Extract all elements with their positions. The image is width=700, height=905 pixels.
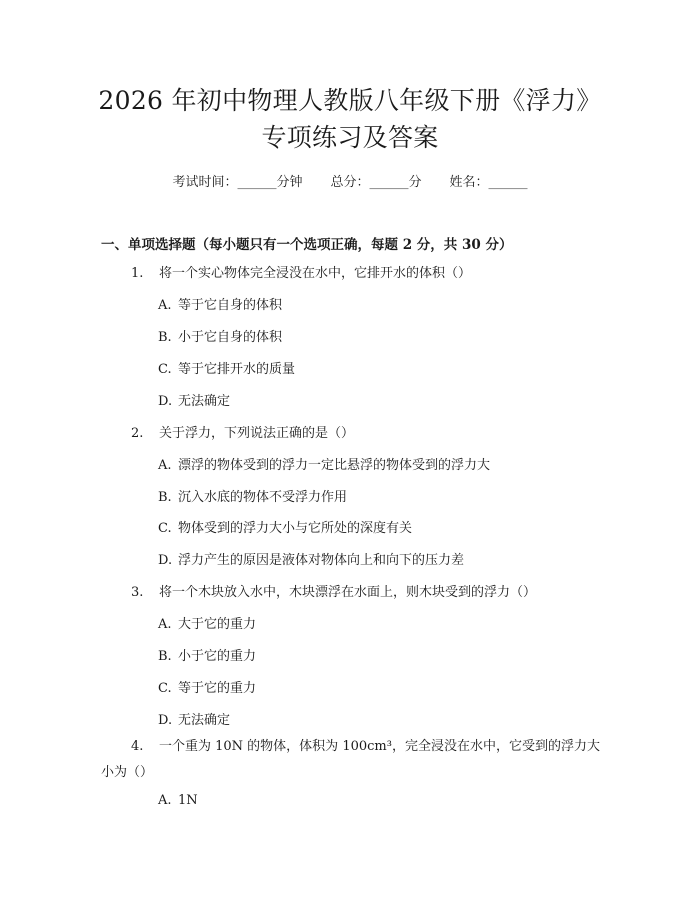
question-number: 1. (131, 266, 144, 281)
q1-option-d (158, 390, 230, 409)
question-text: 一个重为 10N 的物体，体积为 100cm³，完全浸没在水中，它受到的浮力大小为（） (101, 739, 600, 780)
q1-option-c (158, 358, 295, 377)
option-letter: A. (158, 793, 172, 808)
q3-option-a (158, 613, 256, 632)
option-letter: D. (158, 713, 173, 728)
question-number: 2. (131, 426, 144, 441)
q2-option-b (158, 486, 347, 505)
option-letter: D. (158, 394, 173, 409)
option-letter: C. (158, 521, 172, 536)
q2-option-c (158, 517, 412, 536)
question-1 (131, 262, 471, 281)
student-name (450, 171, 528, 190)
total-score (330, 171, 421, 190)
option-text: 无法确定 (178, 394, 231, 409)
option-text: 物体受到的浮力大小与它所处的深度有关 (178, 521, 413, 536)
option-letter: B. (158, 649, 172, 664)
option-letter: A. (158, 298, 172, 313)
question-text: 将一个实心物体完全浸没在水中，它排开水的体积（） (159, 266, 472, 281)
q1-option-a (158, 294, 282, 313)
total-score-unit: 分 (408, 175, 422, 190)
q2-option-a (158, 454, 490, 473)
option-letter: B. (158, 490, 172, 505)
question-4 (101, 734, 601, 786)
question-text: 将一个木块放入水中，木块漂浮在水面上，则木块受到的浮力（） (159, 585, 537, 600)
option-text: 沉入水底的物体不受浮力作用 (178, 490, 348, 505)
option-text: 大于它的重力 (178, 617, 257, 632)
question-text: 关于浮力，下列说法正确的是（） (159, 426, 355, 441)
total-score-blank: ______ (369, 175, 409, 190)
q2-option-d (158, 549, 464, 568)
option-text: 等于它排开水的质量 (178, 362, 296, 377)
total-score-label: 总分： (330, 175, 370, 190)
option-letter: D. (158, 553, 173, 568)
question-number: 3. (131, 585, 144, 600)
student-name-blank: ______ (488, 175, 528, 190)
section-heading: 一、单项选择题（每小题只有一个选项正确，每题 2 分，共 30 分） (101, 237, 513, 253)
page-title-line2: 专项练习及答案 (261, 123, 439, 152)
question-number: 4. (131, 739, 144, 754)
q3-option-d (158, 709, 230, 728)
exam-time-unit: 分钟 (276, 175, 303, 190)
option-letter: A. (158, 617, 172, 632)
option-text: 等于它自身的体积 (178, 298, 283, 313)
exam-meta (0, 171, 700, 190)
option-text: 小于它的重力 (178, 649, 257, 664)
exam-time-label: 考试时间： (172, 175, 238, 190)
option-text: 无法确定 (178, 713, 231, 728)
q3-option-c (158, 677, 256, 696)
option-text: 1N (178, 793, 198, 808)
q1-option-b (158, 326, 282, 345)
option-text: 等于它的重力 (178, 681, 257, 696)
option-letter: A. (158, 458, 172, 473)
option-text: 漂浮的物体受到的浮力一定比悬浮的物体受到的浮力大 (178, 458, 491, 473)
exam-time-blank: ______ (237, 175, 277, 190)
option-text: 小于它自身的体积 (178, 330, 283, 345)
student-name-label: 姓名： (449, 175, 489, 190)
q4-option-a (158, 793, 198, 808)
option-letter: B. (158, 330, 172, 345)
page-title-line1: 2026 年初中物理人教版八年级下册《浮力》 (98, 86, 602, 115)
option-letter: C. (158, 362, 172, 377)
question-2 (131, 422, 354, 441)
option-letter: C. (158, 681, 172, 696)
q3-option-b (158, 645, 256, 664)
option-text: 浮力产生的原因是液体对物体向上和向下的压力差 (178, 553, 465, 568)
question-3 (131, 581, 536, 600)
exam-time (172, 171, 302, 190)
